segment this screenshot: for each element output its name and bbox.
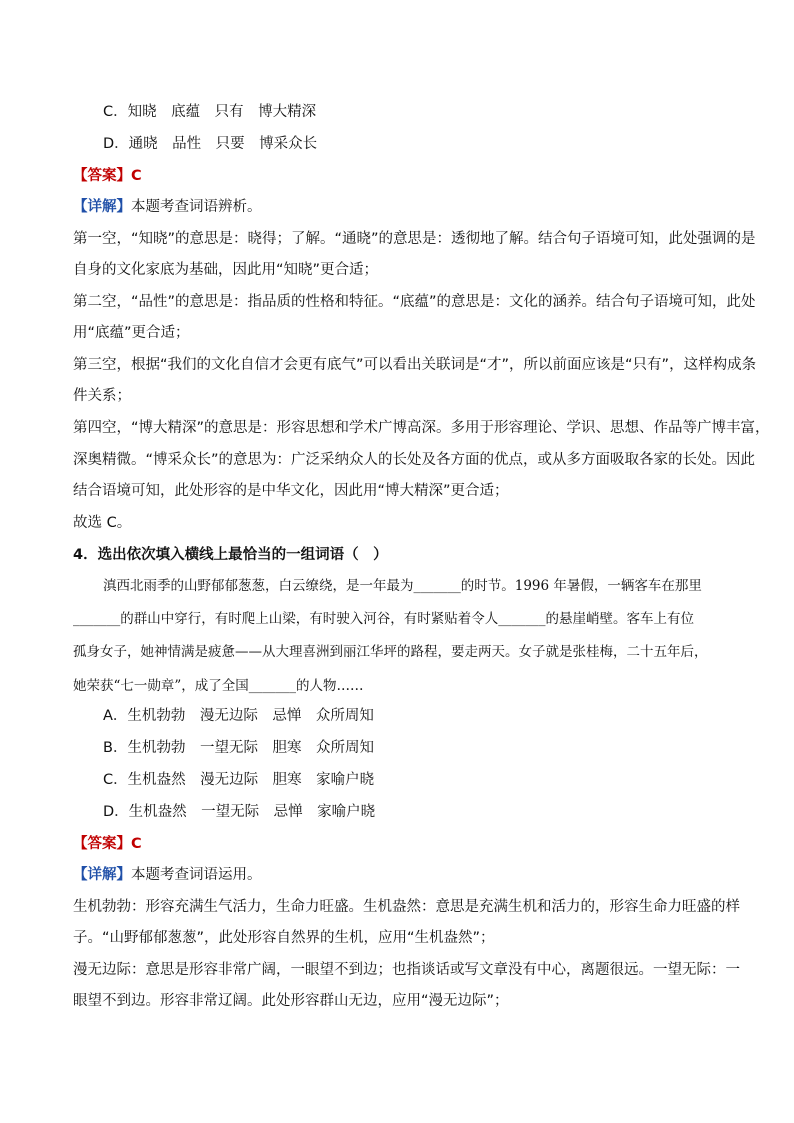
detail-line: 眼望不到边。形容非常辽阔。此处形容群山无边，应用“漫无边际”； bbox=[73, 993, 509, 1009]
question-4-stem: 4．选出依次填入横线上最恰当的一组词语（ ） bbox=[73, 547, 388, 563]
detail-line: 生机勃勃：形容充满生气活力，生命力旺盛。生机盎然：意思是充满生机和活力的，形容生命力旺盛的样 bbox=[73, 899, 740, 915]
answer-value: C bbox=[131, 168, 142, 184]
detail-line: 第四空，“博大精深”的意思是：形容思想和学术广博高深。多用于形容理论、学识、思想、作品等广博丰富， bbox=[73, 420, 770, 436]
passage-line: 她荣获“七一勋章”，成了全国_______的人物…… bbox=[73, 678, 364, 694]
detail-q3 bbox=[73, 197, 262, 217]
option-b-q4: B．生机勃勃 一望无际 胆寒 众所周知 bbox=[103, 740, 374, 756]
detail-tag: 【详解】 bbox=[73, 867, 131, 883]
detail-tag: 【详解】 bbox=[73, 199, 131, 215]
detail-line: 件关系； bbox=[73, 388, 131, 404]
detail-line: 结合语境可知，此处形容的是中华文化，因此用“博大精深”更合适； bbox=[73, 483, 509, 499]
detail-line: 漫无边际：意思是形容非常广阔，一眼望不到边；也指谈话或写文章没有中心，离题很远。一望无际：一 bbox=[73, 962, 740, 978]
option-c-q4: C．生机盎然 漫无边际 胆寒 家喻户晓 bbox=[103, 772, 375, 788]
detail-line: 深奥精微。“博采众长”的意思为：广泛采纳众人的长处及各方面的优点，或从多方面吸取各家的长处。因此 bbox=[73, 452, 756, 468]
detail-line: 第一空，“知晓”的意思是：晓得；了解。“通晓”的意思是：透彻地了解。结合句子语境可知，此处强调的是 bbox=[73, 231, 756, 247]
answer-q4 bbox=[73, 834, 142, 854]
passage-line: 孤身女子，她神情满是疲惫——从大理喜洲到丽江华坪的路程，要走两天。女子就是张桂梅，二十五年后， bbox=[73, 644, 708, 660]
detail-line: 用“底蕴”更合适； bbox=[73, 325, 190, 341]
detail-q4 bbox=[73, 865, 262, 885]
detail-intro: 本题考查词语辨析。 bbox=[131, 199, 262, 215]
detail-line: 自身的文化家底为基础，因此用“知晓”更合适； bbox=[73, 262, 379, 278]
option-a-q4: A．生机勃勃 漫无边际 忌惮 众所周知 bbox=[103, 708, 374, 724]
passage-line: _______的群山中穿行，有时爬上山梁，有时驶入河谷，有时紧贴着令人_______的悬崖峭壁。客车上有位 bbox=[73, 611, 694, 627]
detail-intro: 本题考查词语运用。 bbox=[131, 867, 262, 883]
detail-line: 第二空，“品性”的意思是：指品质的性格和特征。“底蕴”的意思是：文化的涵养。结合句子语境可知，此处 bbox=[73, 294, 756, 310]
passage-line: 滇西北雨季的山野郁郁葱葱，白云缭绕，是一年最为_______的时节。1996 年暑假，一辆客车在那里 bbox=[103, 578, 702, 594]
option-c-q3: C．知晓 底蕴 只有 博大精深 bbox=[103, 104, 317, 120]
answer-q3 bbox=[73, 166, 142, 186]
answer-value: C bbox=[131, 836, 142, 852]
detail-line: 故选 C。 bbox=[73, 515, 132, 531]
option-d-q3: D．通晓 品性 只要 博采众长 bbox=[103, 136, 318, 152]
answer-tag: 【答案】 bbox=[73, 836, 131, 852]
detail-line: 子。“山野郁郁葱葱”，此处形容自然界的生机，应用“生机盎然”； bbox=[73, 930, 495, 946]
answer-tag: 【答案】 bbox=[73, 168, 131, 184]
option-d-q4: D．生机盎然 一望无际 忌惮 家喻户晓 bbox=[103, 804, 376, 820]
detail-line: 第三空，根据“我们的文化自信才会更有底气”可以看出关联词是“才”，所以前面应该是“只有”，这样构成条 bbox=[73, 357, 757, 373]
